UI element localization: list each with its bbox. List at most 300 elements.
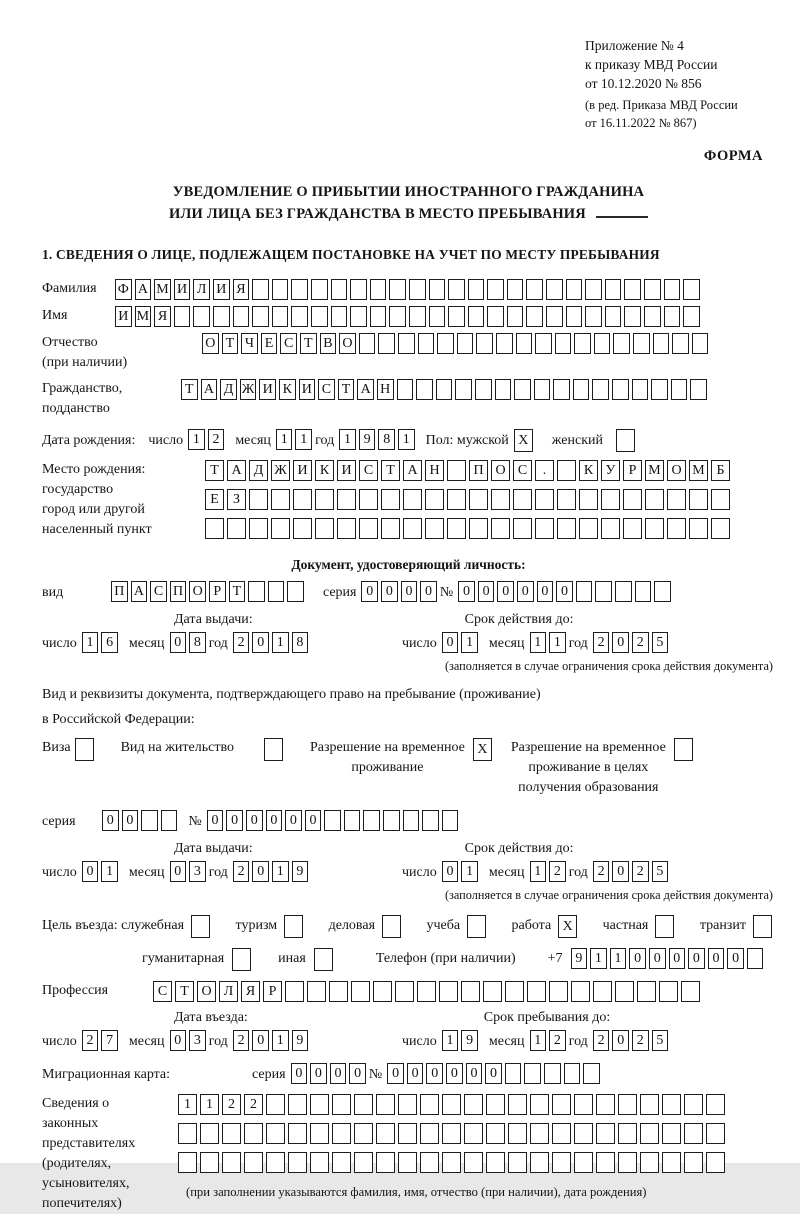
char-cell[interactable]: 1 [272,1030,289,1051]
char-cell[interactable]: 0 [305,810,322,831]
char-cell[interactable] [753,915,772,938]
char-cell[interactable]: 0 [537,581,554,602]
char-cell[interactable] [574,1094,593,1115]
char-cell[interactable]: И [293,460,312,481]
char-cell[interactable]: 2 [593,1030,610,1051]
char-cell[interactable] [514,379,531,400]
char-cell[interactable]: 1 [530,861,547,882]
char-cell[interactable] [222,1123,241,1144]
char-cell[interactable] [566,279,583,300]
char-cell[interactable]: Ч [241,333,258,354]
char-cell[interactable] [605,279,622,300]
char-cell[interactable] [447,460,466,481]
char-cell[interactable] [291,279,308,300]
char-cell[interactable] [363,810,380,831]
char-cell[interactable] [632,379,649,400]
char-cell[interactable] [645,518,664,539]
char-cell[interactable]: О [667,460,686,481]
char-cell[interactable] [422,810,439,831]
char-cell[interactable] [332,1123,351,1144]
char-cell[interactable] [178,1152,197,1173]
char-cell[interactable]: Т [205,460,224,481]
char-cell[interactable] [193,306,210,327]
char-cell[interactable]: 2 [632,632,649,653]
char-cell[interactable] [618,1123,637,1144]
char-cell[interactable] [664,306,681,327]
char-cell[interactable] [579,518,598,539]
char-cell[interactable] [293,518,312,539]
char-cell[interactable]: Я [233,279,250,300]
char-cell[interactable] [464,1123,483,1144]
char-cell[interactable]: И [115,306,132,327]
char-cell[interactable] [311,279,328,300]
char-cell[interactable] [354,1152,373,1173]
char-cell[interactable] [574,1123,593,1144]
char-cell[interactable]: Т [181,379,198,400]
char-cell[interactable] [507,279,524,300]
char-cell[interactable]: 0 [517,581,534,602]
char-cell[interactable]: 1 [549,632,566,653]
char-cell[interactable]: И [299,379,316,400]
char-cell[interactable] [651,379,668,400]
char-cell[interactable] [429,279,446,300]
char-cell[interactable] [442,1094,461,1115]
char-cell[interactable] [468,279,485,300]
char-cell[interactable] [623,518,642,539]
char-cell[interactable]: М [645,460,664,481]
char-cell[interactable] [329,981,348,1002]
char-cell[interactable] [644,306,661,327]
char-cell[interactable] [311,306,328,327]
char-cell[interactable]: 0 [420,581,437,602]
char-cell[interactable] [655,915,674,938]
char-cell[interactable] [461,981,480,1002]
char-cell[interactable] [232,948,251,971]
char-cell[interactable]: А [227,460,246,481]
char-cell[interactable] [233,306,250,327]
char-cell[interactable]: О [202,333,219,354]
char-cell[interactable]: В [320,333,337,354]
char-cell[interactable] [596,1094,615,1115]
char-cell[interactable]: 0 [688,948,705,969]
char-cell[interactable] [75,738,94,761]
char-cell[interactable]: X [558,915,577,938]
char-cell[interactable] [437,333,454,354]
char-cell[interactable] [689,518,708,539]
char-cell[interactable] [268,581,285,602]
char-cell[interactable]: 0 [102,810,119,831]
char-cell[interactable]: 2 [549,1030,566,1051]
char-cell[interactable] [530,1094,549,1115]
char-cell[interactable] [420,1094,439,1115]
char-cell[interactable] [546,279,563,300]
char-cell[interactable] [403,810,420,831]
char-cell[interactable]: К [579,460,598,481]
char-cell[interactable]: Т [300,333,317,354]
char-cell[interactable]: А [403,460,422,481]
char-cell[interactable] [174,306,191,327]
char-cell[interactable]: 8 [292,632,309,653]
char-cell[interactable]: М [689,460,708,481]
char-cell[interactable]: 2 [82,1030,99,1051]
char-cell[interactable]: 0 [207,810,224,831]
char-cell[interactable]: 0 [122,810,139,831]
char-cell[interactable] [398,1123,417,1144]
char-cell[interactable] [557,460,576,481]
char-cell[interactable] [616,429,635,452]
char-cell[interactable]: 0 [330,1063,347,1084]
char-cell[interactable]: А [131,581,148,602]
char-cell[interactable]: 8 [378,429,395,450]
char-cell[interactable] [272,306,289,327]
char-cell[interactable] [227,518,246,539]
char-cell[interactable] [706,1152,725,1173]
char-cell[interactable]: С [318,379,335,400]
char-cell[interactable] [671,379,688,400]
char-cell[interactable] [266,1094,285,1115]
char-cell[interactable] [496,333,513,354]
char-cell[interactable] [271,489,290,510]
char-cell[interactable] [288,1123,307,1144]
char-cell[interactable] [684,1152,703,1173]
char-cell[interactable]: С [150,581,167,602]
char-cell[interactable]: 2 [632,1030,649,1051]
char-cell[interactable] [468,306,485,327]
char-cell[interactable] [359,489,378,510]
char-cell[interactable] [288,1152,307,1173]
char-cell[interactable]: 1 [272,861,289,882]
char-cell[interactable]: 0 [291,1063,308,1084]
char-cell[interactable]: С [280,333,297,354]
char-cell[interactable] [491,489,510,510]
char-cell[interactable]: И [213,279,230,300]
char-cell[interactable]: А [201,379,218,400]
char-cell[interactable]: Л [219,981,238,1002]
char-cell[interactable] [585,306,602,327]
char-cell[interactable] [706,1094,725,1115]
char-cell[interactable] [249,518,268,539]
char-cell[interactable] [672,333,689,354]
char-cell[interactable] [178,1123,197,1144]
char-cell[interactable]: О [339,333,356,354]
char-cell[interactable]: М [154,279,171,300]
char-cell[interactable] [524,1063,541,1084]
char-cell[interactable] [266,1123,285,1144]
char-cell[interactable] [574,1152,593,1173]
char-cell[interactable]: И [174,279,191,300]
char-cell[interactable] [376,1094,395,1115]
char-cell[interactable] [640,1123,659,1144]
char-cell[interactable] [439,981,458,1002]
char-cell[interactable] [332,1094,351,1115]
char-cell[interactable]: 5 [652,861,669,882]
char-cell[interactable] [508,1152,527,1173]
char-cell[interactable]: И [337,460,356,481]
char-cell[interactable] [389,306,406,327]
char-cell[interactable]: 1 [82,632,99,653]
char-cell[interactable] [579,489,598,510]
char-cell[interactable] [331,306,348,327]
char-cell[interactable]: П [111,581,128,602]
char-cell[interactable] [376,1152,395,1173]
char-cell[interactable] [464,1152,483,1173]
char-cell[interactable]: 0 [466,1063,483,1084]
char-cell[interactable] [535,518,554,539]
char-cell[interactable] [398,1152,417,1173]
char-cell[interactable] [291,306,308,327]
char-cell[interactable]: С [359,460,378,481]
char-cell[interactable]: А [357,379,374,400]
char-cell[interactable] [447,489,466,510]
char-cell[interactable] [552,1123,571,1144]
char-cell[interactable]: 0 [252,1030,269,1051]
char-cell[interactable] [711,489,730,510]
char-cell[interactable] [594,333,611,354]
char-cell[interactable]: . [535,460,554,481]
char-cell[interactable]: 0 [226,810,243,831]
char-cell[interactable]: 1 [590,948,607,969]
char-cell[interactable]: 1 [530,632,547,653]
char-cell[interactable] [505,1063,522,1084]
char-cell[interactable] [310,1152,329,1173]
char-cell[interactable] [486,1094,505,1115]
char-cell[interactable] [585,279,602,300]
char-cell[interactable]: Т [229,581,246,602]
char-cell[interactable]: 2 [233,1030,250,1051]
char-cell[interactable] [417,981,436,1002]
char-cell[interactable] [476,333,493,354]
char-cell[interactable] [389,279,406,300]
char-cell[interactable]: 0 [446,1063,463,1084]
char-cell[interactable] [373,981,392,1002]
char-cell[interactable] [483,981,502,1002]
char-cell[interactable] [683,306,700,327]
char-cell[interactable] [667,489,686,510]
char-cell[interactable]: Е [261,333,278,354]
char-cell[interactable]: 2 [632,861,649,882]
char-cell[interactable]: Н [425,460,444,481]
char-cell[interactable]: 0 [478,581,495,602]
char-cell[interactable] [425,518,444,539]
char-cell[interactable] [624,306,641,327]
char-cell[interactable]: 1 [442,1030,459,1051]
char-cell[interactable] [332,1152,351,1173]
char-cell[interactable] [571,981,590,1002]
char-cell[interactable] [659,981,678,1002]
char-cell[interactable] [222,1152,241,1173]
char-cell[interactable] [205,518,224,539]
char-cell[interactable] [508,1123,527,1144]
char-cell[interactable] [409,279,426,300]
char-cell[interactable] [354,1123,373,1144]
char-cell[interactable] [640,1152,659,1173]
char-cell[interactable] [310,1094,329,1115]
char-cell[interactable] [395,981,414,1002]
char-cell[interactable] [487,279,504,300]
char-cell[interactable] [447,518,466,539]
char-cell[interactable]: 8 [189,632,206,653]
char-cell[interactable] [576,581,593,602]
char-cell[interactable] [557,489,576,510]
char-cell[interactable]: Я [154,306,171,327]
char-cell[interactable]: 0 [458,581,475,602]
char-cell[interactable]: О [197,981,216,1002]
char-cell[interactable]: 2 [222,1094,241,1115]
char-cell[interactable] [398,1094,417,1115]
char-cell[interactable] [564,1063,581,1084]
char-cell[interactable] [624,279,641,300]
char-cell[interactable] [683,279,700,300]
char-cell[interactable] [381,489,400,510]
char-cell[interactable]: 1 [398,429,415,450]
char-cell[interactable] [285,981,304,1002]
char-cell[interactable] [469,518,488,539]
char-cell[interactable]: 3 [189,1030,206,1051]
char-cell[interactable] [141,810,158,831]
char-cell[interactable] [442,1152,461,1173]
char-cell[interactable] [266,1152,285,1173]
char-cell[interactable] [455,379,472,400]
char-cell[interactable]: Е [205,489,224,510]
char-cell[interactable]: С [153,981,172,1002]
char-cell[interactable] [637,981,656,1002]
char-cell[interactable] [315,518,334,539]
char-cell[interactable]: 5 [652,1030,669,1051]
char-cell[interactable] [429,306,446,327]
char-cell[interactable]: Ж [271,460,290,481]
char-cell[interactable] [653,333,670,354]
char-cell[interactable] [526,279,543,300]
char-cell[interactable] [635,581,652,602]
char-cell[interactable] [264,738,283,761]
char-cell[interactable]: 1 [272,632,289,653]
char-cell[interactable] [596,1123,615,1144]
char-cell[interactable] [344,810,361,831]
char-cell[interactable] [376,1123,395,1144]
char-cell[interactable] [161,810,178,831]
char-cell[interactable] [513,518,532,539]
char-cell[interactable]: 0 [485,1063,502,1084]
char-cell[interactable]: П [170,581,187,602]
char-cell[interactable] [448,279,465,300]
char-cell[interactable]: 0 [170,861,187,882]
char-cell[interactable] [324,810,341,831]
char-cell[interactable]: М [135,306,152,327]
char-cell[interactable]: 0 [442,632,459,653]
char-cell[interactable]: 1 [295,429,312,450]
char-cell[interactable]: 2 [233,861,250,882]
char-cell[interactable] [601,489,620,510]
char-cell[interactable]: 9 [461,1030,478,1051]
char-cell[interactable] [351,981,370,1002]
char-cell[interactable] [272,279,289,300]
char-cell[interactable] [612,379,629,400]
char-cell[interactable]: 9 [359,429,376,450]
char-cell[interactable] [640,1094,659,1115]
char-cell[interactable] [383,810,400,831]
char-cell[interactable] [378,333,395,354]
char-cell[interactable] [555,333,572,354]
char-cell[interactable] [403,518,422,539]
char-cell[interactable] [667,518,686,539]
char-cell[interactable] [605,306,622,327]
char-cell[interactable] [337,518,356,539]
char-cell[interactable] [370,306,387,327]
char-cell[interactable]: 1 [276,429,293,450]
char-cell[interactable]: У [601,460,620,481]
char-cell[interactable] [416,379,433,400]
char-cell[interactable] [420,1152,439,1173]
char-cell[interactable] [249,489,268,510]
char-cell[interactable] [596,1152,615,1173]
char-cell[interactable]: 1 [530,1030,547,1051]
char-cell[interactable] [487,306,504,327]
char-cell[interactable] [425,489,444,510]
char-cell[interactable] [252,306,269,327]
char-cell[interactable]: 0 [170,632,187,653]
char-cell[interactable]: X [473,738,492,761]
char-cell[interactable]: 0 [708,948,725,969]
char-cell[interactable] [690,379,707,400]
char-cell[interactable]: 0 [170,1030,187,1051]
char-cell[interactable] [442,810,459,831]
char-cell[interactable] [681,981,700,1002]
char-cell[interactable] [457,333,474,354]
char-cell[interactable] [618,1152,637,1173]
char-cell[interactable]: К [315,460,334,481]
char-cell[interactable] [615,981,634,1002]
char-cell[interactable]: 1 [188,429,205,450]
char-cell[interactable]: Р [209,581,226,602]
char-cell[interactable] [507,306,524,327]
char-cell[interactable] [633,333,650,354]
char-cell[interactable] [213,306,230,327]
char-cell[interactable]: 0 [252,632,269,653]
char-cell[interactable]: 1 [101,861,118,882]
char-cell[interactable] [644,279,661,300]
char-cell[interactable] [654,581,671,602]
char-cell[interactable]: 1 [200,1094,219,1115]
char-cell[interactable]: 2 [593,632,610,653]
char-cell[interactable] [553,379,570,400]
char-cell[interactable] [595,581,612,602]
char-cell[interactable] [495,379,512,400]
char-cell[interactable] [310,1123,329,1144]
char-cell[interactable]: З [227,489,246,510]
char-cell[interactable] [491,518,510,539]
char-cell[interactable] [252,279,269,300]
char-cell[interactable]: О [491,460,510,481]
char-cell[interactable] [359,518,378,539]
char-cell[interactable] [418,333,435,354]
char-cell[interactable] [359,333,376,354]
char-cell[interactable]: 1 [610,948,627,969]
char-cell[interactable] [557,518,576,539]
char-cell[interactable] [288,1094,307,1115]
char-cell[interactable]: 0 [387,1063,404,1084]
char-cell[interactable] [530,1123,549,1144]
char-cell[interactable]: 2 [549,861,566,882]
char-cell[interactable] [486,1123,505,1144]
char-cell[interactable]: Л [193,279,210,300]
char-cell[interactable]: 5 [652,632,669,653]
char-cell[interactable] [403,489,422,510]
char-cell[interactable] [535,333,552,354]
char-cell[interactable] [684,1094,703,1115]
char-cell[interactable] [549,981,568,1002]
char-cell[interactable] [516,333,533,354]
char-cell[interactable] [244,1152,263,1173]
